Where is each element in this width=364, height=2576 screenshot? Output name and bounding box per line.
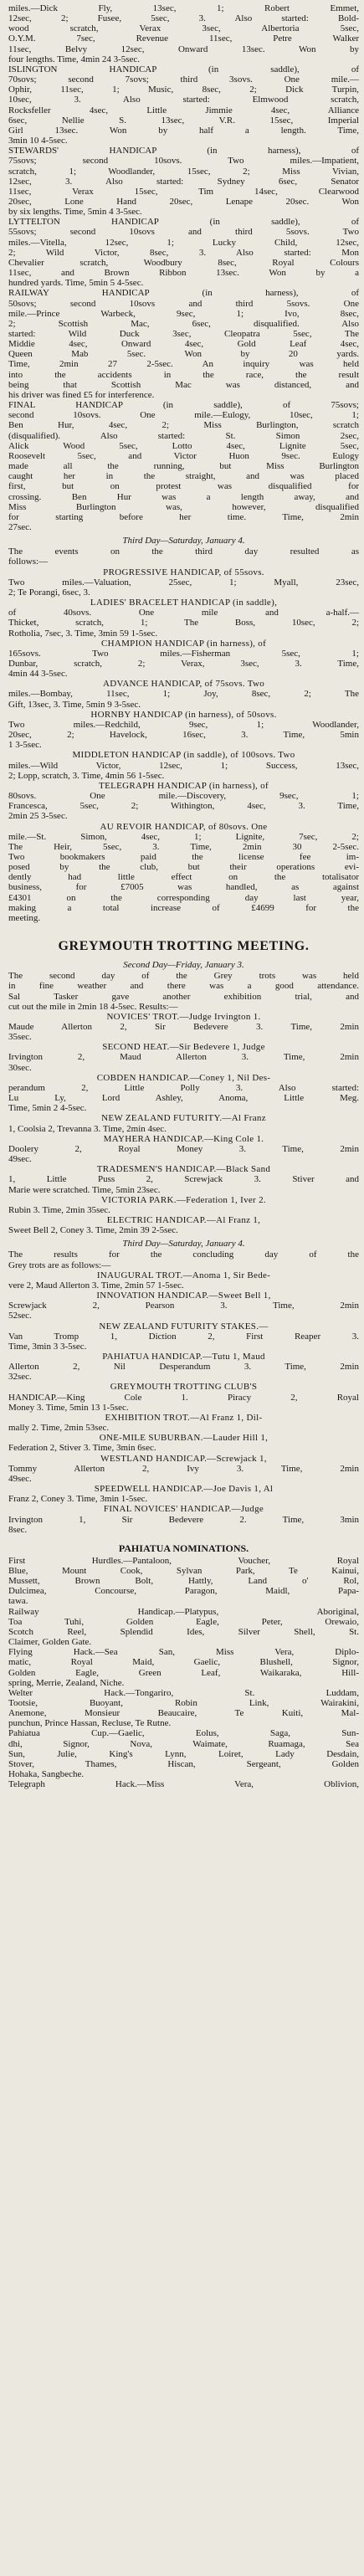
trot-electric <box>8 1215 359 1235</box>
result-line: 12sec, 3. Also started: Sydney 6sec, Senator <box>8 176 359 187</box>
result-line: 20sec, Lone Hand 20sec, Lenape 20sec. Won <box>8 196 359 207</box>
result-line: 70sovs; second 7sovs; third 3sovs. One mile.— <box>8 74 359 85</box>
result-line: Time, 3min 3 3-5sec. <box>8 1341 87 1352</box>
result-line: his driver was fined £5 for interference. <box>8 389 155 400</box>
result-line: Rotholia, 7sec, 3. Time, 3min 59 1-5sec. <box>8 628 158 639</box>
result-line: hundred yards. Time, 5min 5 4-5sec. <box>8 278 144 289</box>
result-line: 49sec. <box>8 1473 32 1484</box>
race-islington-handicap <box>8 64 359 146</box>
result-line: £4301 on the corresponding day last year, <box>8 892 359 903</box>
result-line: scratch, 1; Woodlander, 15sec, 2; Miss Vivian, <box>8 166 359 177</box>
race-heading: WESTLAND HANDICAP.—Screwjack 1, <box>100 1453 267 1464</box>
nomination-line: spring, Merrie, Zealand, Niche. <box>8 1677 125 1688</box>
result-line: (disqualified). Also started: St. Simon 2sec, <box>8 430 359 441</box>
nomination-line: Claimer, Golden Gate. <box>8 1637 92 1648</box>
result-line: posed by the club, but their operations evi- <box>8 862 359 873</box>
result-line: Francesca, 5sec, 2; Withington, 4sec, 3. Time, <box>8 801 359 812</box>
result-line: Miss Burlington was, however, disqualified <box>8 501 359 512</box>
result-line: Girl 13sec. Won by half a length. Time, <box>8 125 359 136</box>
result-line: 20sec, 2; Havelock, 16sec, 3. Time, 5min <box>8 730 359 741</box>
nomination-line: Sun, Julie, King's Lynn, Loiret, Lady Desdain, <box>8 1748 359 1759</box>
trot-final-novices <box>8 1504 359 1534</box>
result-line: 75sovs; second 10sovs. Two miles.—Impatient, <box>8 156 359 167</box>
result-line: O.Y.M. 7sec, Revenue 11sec, Petre Walker <box>8 33 359 44</box>
result-line: wood scratch, Verax 3sec, Albertoria 5sec, <box>8 23 359 34</box>
nomination-line: Flying Hack.—Sea San, Miss Vera, Diplo- <box>8 1647 359 1658</box>
result-line: 8sec. <box>8 1524 28 1535</box>
result-line: 49sec. <box>8 1154 32 1165</box>
result-line: 165sovs. Two miles.—Fisherman 5sec, 1; <box>8 648 359 659</box>
race-stewards-handicap <box>8 146 359 217</box>
result-line: meeting. <box>8 912 41 923</box>
result-line: Middie 4sec, Onward 4sec, Gold Leaf 4sec, <box>8 339 359 350</box>
result-line: Ophir, 11sec, 1; Music, 8sec, 2; Dick Turpin, <box>8 85 359 95</box>
result-line: caught her in the straight, and was placed <box>8 471 359 482</box>
result-line: Two miles.—Valuation, 25sec, 1; Myall, 23sec, <box>8 577 359 588</box>
nomination-line: tawa. <box>8 1596 28 1607</box>
result-line: 6sec, Nellie S. 13sec, V.R. 15sec, Imperial <box>8 115 359 126</box>
intro-line: in fine weather and there was a good attendance. <box>8 981 359 992</box>
nomination-line: Blue, Mount Cook, Sylvan Park, Te Kainui, <box>8 1565 359 1576</box>
result-line: Two bookmakers paid the license fee im- <box>8 851 359 862</box>
result-line: mile.—Prince Warbeck, 9sec, 1; Ivo, 8sec, <box>8 308 359 319</box>
result-line: mally 2. Time, 2min 53sec. <box>8 1423 110 1434</box>
nomination-line: Railway Handicap.—Platypus, Aboriginal, <box>8 1606 359 1617</box>
race-heading: INAUGURAL TROT.—Anoma 1, Sir Bede- <box>96 1270 271 1280</box>
trot-westland <box>8 1454 359 1484</box>
result-line: miles.—Wild Victor, 12sec, 1; Success, 13sec, <box>8 760 359 771</box>
result-line: Ben Hur, 4sec, 2; Miss Burlington, scratch <box>8 420 359 431</box>
result-line: business, for £7005 was handled, as against <box>8 882 359 893</box>
trot-victoria-park <box>8 1195 359 1215</box>
result-line: Rocksfeller 4sec, Little Jimmie 4sec, Alliance <box>8 105 359 115</box>
race-heading: AU REVOIR HANDICAP, of 80sovs. One <box>100 821 268 832</box>
nomination-line: Mussett, Brown Bolt, Hattly, Land o' Rol, <box>8 1576 359 1587</box>
nomination-line: Golden Eagle, Green Leaf, Waikaraka, Hill- <box>8 1667 359 1678</box>
result-line: Van Tromp 1, Diction 2, First Reaper 3. <box>8 1331 359 1342</box>
race-heading: FINAL NOVICES' HANDICAP.—Judge <box>103 1504 264 1515</box>
race-heading: NEW ZEALAND FUTURITY STAKES.— <box>99 1321 269 1332</box>
nomination-line: punchun, Prince Hassan, Recluse, Te Rutne. <box>8 1718 172 1729</box>
day-heading: Third Day—Saturday, January 4. <box>122 1239 245 1250</box>
nomination-line: Stover, Thames, Hiscan, Sergeant, Golden <box>8 1758 359 1769</box>
result-line: crossing. Ben Hur was a length away, and <box>8 491 359 502</box>
result-line: Irvington 2, Maud Allerton 3. Time, 2min <box>8 1052 359 1063</box>
trot-one-mile-suburban <box>8 1433 359 1453</box>
result-line: mile.—St. Simon, 4sec, 1; Lignite, 7sec, 2; <box>8 831 359 842</box>
result-line: second 10sovs. One mile.—Eulogy, 10sec, 1; <box>8 410 359 421</box>
result-line: Marie were scratched. Time, 5min 23sec. <box>8 1184 161 1195</box>
result-line: 1 3-5sec. <box>8 740 42 751</box>
race-heading: SPEEDWELL HANDICAP.—Joe Davis 1, Al <box>94 1484 274 1495</box>
race-heading: LYTTELTON HANDICAP (in saddle), of <box>8 217 359 228</box>
result-line: into the accidents in the race, the result <box>8 369 359 380</box>
nomination-line: Telegraph Hack.—Miss Vera, Oblivion, <box>8 1779 359 1790</box>
result-line: 30sec. <box>8 1062 32 1073</box>
race-ladies-bracelet <box>8 598 359 639</box>
nomination-line: Dulcimea, Concourse, Paragon, Maidl, Papa- <box>8 1586 359 1597</box>
result-line: Roosevelt 5sec, and Victor Huon 9sec. Eulogy <box>8 450 359 461</box>
race-heading: COBDEN HANDICAP.—Coney 1, Nil Des- <box>96 1072 271 1083</box>
race-lyttelton-handicap <box>8 217 359 288</box>
race-heading: STEWARDS' HANDICAP (in harness), of <box>8 146 359 157</box>
result-line: Maude Allerton 2, Sir Bedevere 3. Time, 2min <box>8 1022 359 1032</box>
nomination-line: Pahiatua Cup.—Gaelic, Eolus, Saga, Sun- <box>8 1728 359 1739</box>
trot-exhibition <box>8 1413 359 1433</box>
result-line: Franz 2, Coney 3. Time, 3min 1-5sec. <box>8 1494 148 1505</box>
section-title: GREYMOUTH TROTTING MEETING. <box>58 939 310 954</box>
intro-line: Grey trots are as follows:— <box>8 1260 111 1270</box>
result-line: 11sec, Verax 15sec, Tim 14sec, Clearwood <box>8 186 359 197</box>
result-line: for starting before her time. Time, 2min <box>8 511 359 522</box>
intro-line: The events on the third day resulted as <box>8 547 359 557</box>
result-line: 12sec, 2; Fusee, 5sec, 3. Also started: Bold- <box>8 13 359 24</box>
race-advance-handicap <box>8 679 359 709</box>
race-hornby-handicap <box>8 710 359 751</box>
race-heading: ELECTRIC HANDICAP.—Al Franz 1, <box>106 1214 261 1225</box>
race-telegraph-handicap <box>8 781 359 822</box>
nomination-line: Scotch Reel, Splendid Ides, Silver Shell, St. <box>8 1626 359 1637</box>
race-heading: VICTORIA PARK.—Federation 1, Iver 2. <box>101 1194 266 1205</box>
race-middleton-handicap <box>8 750 359 780</box>
race-heading: MAYHERA HANDICAP.—King Cole 1. <box>103 1133 264 1144</box>
result-line: Queen Mab 5sec. Won by 20 yards. <box>8 349 359 360</box>
result-line: 50sovs; second 10sovs and third 5sovs. One <box>8 298 359 309</box>
result-line: Screwjack 2, Pearson 3. Time, 2min <box>8 1301 359 1311</box>
result-line: Alick Wood 5sec, Lotto 4sec, Lignite 5sec, <box>8 440 359 451</box>
nomination-line: Welter Hack.—Tongariro, St. Luddam, <box>8 1687 359 1698</box>
result-line: Time, 5min 2 4-5sec. <box>8 1103 87 1114</box>
race-au-revoir-handicap <box>8 822 359 924</box>
result-line: Two miles.—Redchild, 9sec, 1; Woodlander, <box>8 719 359 730</box>
race-progressive-handicap <box>8 567 359 598</box>
result-line: Allerton 2, Nil Desperandum 3. Time, 2min <box>8 1362 359 1373</box>
nomination-line: First Hurdles.—Pantaloon, Voucher, Royal <box>8 1555 359 1566</box>
result-line: 4min 44 3-5sec. <box>8 669 68 680</box>
result-line: made all the running, but Miss Burlington <box>8 461 359 472</box>
result-line: 35sec. <box>8 1032 32 1043</box>
result-line: 27sec. <box>8 521 32 532</box>
race-heading: CHAMPION HANDICAP (in harness), of <box>100 638 267 649</box>
trot-cobden <box>8 1073 359 1114</box>
result-line: Gift, 13sec, 3. Time, 5min 9 3-5sec. <box>8 699 141 710</box>
result-line: making a total increase of £4699 for the <box>8 902 359 913</box>
result-line: miles.—Vitella, 12sec, 1; Lucky Child, 12sec, <box>8 237 359 248</box>
race-heading: PROGRESSIVE HANDICAP, of 55sovs. <box>103 567 264 577</box>
trot-inaugural <box>8 1270 359 1291</box>
result-line: 11sec, and Brown Ribbon 13sec. Won by a <box>8 268 359 279</box>
race-railway-handicap <box>8 288 359 400</box>
result-line: 2; Lopp, scratch, 3. Time, 4min 56 1-5sec. <box>8 770 165 781</box>
result-line: Dunbar, scratch, 2; Verax, 3sec, 3. Time, <box>8 659 359 669</box>
race-heading: SECOND HEAT.—Sir Bedevere 1, Judge <box>102 1042 265 1053</box>
result-line: 32sec. <box>8 1372 32 1383</box>
result-line: 52sec. <box>8 1311 32 1321</box>
nomination-line: matic, Royal Maid, Gaelic, Blushell, Signor, <box>8 1657 359 1668</box>
intro-line: Sal Tasker gave another exhibition trial, and <box>8 991 359 1002</box>
result-line: HANDICAP.—King Cole 1. Piracy 2, Royal <box>8 1392 359 1403</box>
result-line: four lengths. Time, 4min 24 3-5sec. <box>8 54 141 64</box>
nomination-line: Hohaka, Sangbeche. <box>8 1769 85 1780</box>
result-line: 80sovs. One mile.—Discovery, 9sec, 1; <box>8 791 359 802</box>
result-line: Thicket, scratch, 1; The Boss, 10sec, 2; <box>8 618 359 629</box>
nomination-line: Toa Tuhi, Golden Eagle, Peter, Orewaio, <box>8 1616 359 1627</box>
race-heading: ISLINGTON HANDICAP (in saddle), of <box>8 64 359 74</box>
section-title: PAHIATUA NOMINATIONS. <box>118 1542 249 1554</box>
race-heading: EXHIBITION TROT.—Al Franz 1, Dil- <box>105 1412 263 1423</box>
nominations-list <box>8 1556 359 1790</box>
trot-nz-futurity-stakes <box>8 1321 359 1352</box>
result-line: by six lengths. Time, 5min 4 3-5sec. <box>8 207 142 218</box>
result-line: Doolery 2, Royal Money 3. Time, 2min <box>8 1143 359 1154</box>
intro-line: cut out the mile in 2min 18 4-5sec. Results:— <box>8 1001 178 1012</box>
race-heading: TRADESMEN'S HANDICAP.—Black Sand <box>96 1164 271 1175</box>
result-line: Chevalier scratch, Woodbury 8sec, Royal Colours <box>8 257 359 268</box>
result-line: Rubin 3. Time, 2min 35sec. <box>8 1204 110 1215</box>
result-line: 2; Te Porangi, 6sec, 3. <box>8 587 90 598</box>
race-heading: PAHIATUA HANDICAP.—Tutu 1, Maud <box>102 1352 265 1362</box>
result-line: Irvington 1, Sir Bedevere 2. Time, 3min <box>8 1514 359 1525</box>
race-heading: NOVICES' TROT.—Judge Irvington 1. <box>106 1011 261 1022</box>
race-heading: NEW ZEALAND FUTURITY.—Al Franz <box>101 1113 266 1124</box>
result-line: 2min 25 3-5sec. <box>8 811 68 822</box>
day-heading: Third Day—Saturday, January 4. <box>122 536 245 547</box>
result-line: 1, Little Puss 2, Screwjack 3. Stiver and <box>8 1174 359 1185</box>
result-line: Lu Ly, Lord Ashley, Anoma, Little Meg. <box>8 1093 359 1104</box>
intro-line: follows:— <box>8 557 49 567</box>
result-line: Money 3. Time, 5min 13 1-5sec. <box>8 1402 129 1413</box>
trot-tradesmens <box>8 1164 359 1194</box>
trot-second-heat <box>8 1042 359 1072</box>
result-line: The Heir, 5sec, 3. Time, 2min 30 2-5sec. <box>8 841 359 852</box>
result-line: 3min 10 4-5sec. <box>8 136 68 146</box>
result-line: 11sec, Belvy 12sec, Onward 13sec. Won by <box>8 44 359 54</box>
result-line: Tommy Allerton 2, Ivy 3. Time, 2min <box>8 1463 359 1474</box>
result-line: Sweet Bell 2, Coney 3. Time, 2min 39 2-5sec. <box>8 1225 178 1236</box>
race-heading: ONE-MILE SUBURBAN.—Lauder Hill 1, <box>99 1433 269 1444</box>
result-line: of 40sovs. One mile and a-half.— <box>8 608 359 618</box>
nomination-line: Anemone, Monsieur Beaucaire, Te Kuiti, Mal- <box>8 1708 359 1719</box>
day-heading: Second Day—Friday, January 3. <box>123 960 244 971</box>
race-heading: INNOVATION HANDICAP.—Sweet Bell 1, <box>96 1291 271 1301</box>
race-heading: GREYMOUTH TROTTING CLUB'S <box>110 1382 258 1393</box>
trot-pahiatua <box>8 1352 359 1382</box>
race-heading: FINAL HANDICAP (in saddle), of 75sovs; <box>8 400 359 411</box>
nomination-line: Tootsie, Buoyant, Robin Link, Wairakini, <box>8 1698 359 1708</box>
result-line: miles.—Bombay, 11sec, 1; Joy, 8sec, 2; The <box>8 689 359 700</box>
race-heading: TELEGRAPH HANDICAP (in harness), of <box>99 780 269 791</box>
race-champion-handicap <box>8 639 359 680</box>
result-line: vere 2, Maud Allerton 3. Time, 2min 57 1-5sec. <box>8 1280 184 1291</box>
nomination-line: dhi, Signor, Nova, Waimate, Ruamaga, Sea <box>8 1738 359 1749</box>
result-line: Federation 2, Stiver 3. Time, 3min 6sec. <box>8 1443 156 1454</box>
trot-nz-futurity <box>8 1113 359 1133</box>
trot-mayhera <box>8 1134 359 1164</box>
trot-greymouth-club <box>8 1382 359 1412</box>
result-line: first, but on protest was disqualified for <box>8 481 359 492</box>
race-heading: RAILWAY HANDICAP (in harness), of <box>8 288 359 299</box>
result-line: 2; Wild Victor, 8sec, 3. Also started: Mon <box>8 247 359 258</box>
result-line: being that Scottish Mac was distanced, and <box>8 379 359 390</box>
race-heading: MIDDLETON HANDICAP (in saddle), of 100sovs. Two <box>72 750 295 761</box>
trot-innovation <box>8 1291 359 1321</box>
result-line: started: Wild Duck 3sec, Cleopatra 5sec, The <box>8 329 359 339</box>
result-line: perandum 2, Little Polly 3. Also started: <box>8 1082 359 1093</box>
race-final-handicap <box>8 400 359 532</box>
intro-line: The results for the concluding day of the <box>8 1250 359 1260</box>
result-line: Time, 2min 27 2-5sec. An inquiry was held <box>8 359 359 370</box>
result-line: 2; Scottish Mac, 6sec, disqualified. Also <box>8 318 359 329</box>
race-result-continued <box>8 3 359 64</box>
result-line: dently had little effect on the totalisator <box>8 872 359 883</box>
race-heading: HORNBY HANDICAP (in harness), of 50sovs. <box>90 709 277 720</box>
race-heading: ADVANCE HANDICAP, of 75sovs. Two <box>103 679 264 690</box>
result-line: 55sovs; second 10sovs and third 5sovs. Two <box>8 227 359 238</box>
trot-speedwell <box>8 1484 359 1504</box>
result-line: 10sec, 3. Also started: Elmwood scratch, <box>8 95 359 105</box>
race-heading: LADIES' BRACELET HANDICAP (in saddle), <box>90 598 278 608</box>
trot-novices <box>8 1012 359 1042</box>
intro-line: The second day of the Grey trots was held <box>8 971 359 982</box>
result-line: miles.—Dick Fly, 13sec, 1; Robert Emmet, <box>8 3 359 13</box>
result-line: 1, Coolsia 2, Trevanna 3. Time, 2min 4sec. <box>8 1123 167 1134</box>
